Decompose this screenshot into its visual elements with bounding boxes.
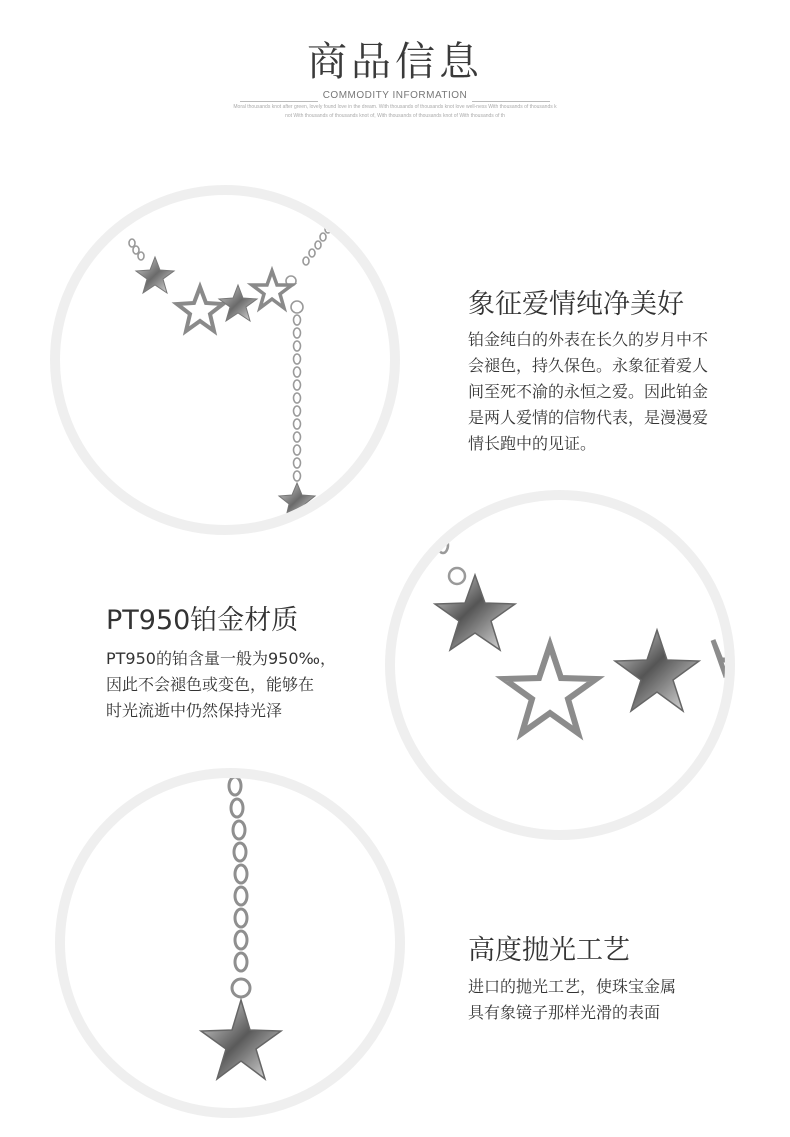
feature-desc-1	[468, 327, 758, 457]
fine-print-line-1: Moral thousands knot after green, lovely found love in the dream. With thousands of thousands knot love well-ness With thousands of thousands k	[233, 104, 557, 110]
feature-desc-line: 是两人爱情的信物代表，是漫漫爱	[468, 408, 709, 427]
star-closeup-illustration	[395, 500, 725, 830]
feature-title-1: 象征爱情纯净美好	[468, 289, 684, 320]
feature-desc-line: 进口的抛光工艺，使珠宝金属	[468, 977, 677, 996]
feature-desc-line: 具有象镜子那样光滑的表面	[468, 1003, 661, 1022]
feature-desc-line: 间至死不渝的永恒之爱。因此铂金	[468, 382, 709, 401]
feature-desc-2	[106, 646, 396, 724]
feature-title-3: 高度抛光工艺	[468, 935, 630, 966]
product-image-pendant	[55, 768, 405, 1118]
divider-right	[472, 101, 550, 102]
fine-print-line-2: not With thousands of thousands knot of, With thousands of thousands knot of With thousands of th	[285, 113, 505, 119]
divider-left	[240, 101, 318, 102]
pendant-illustration	[65, 778, 395, 1108]
necklace-illustration	[60, 195, 390, 525]
section-title: 商品信息	[307, 39, 483, 85]
feature-desc-line: 铂金纯白的外表在长久的岁月中不	[468, 330, 709, 349]
feature-desc-line: 因此不会褪色或变色，能够在	[106, 675, 315, 694]
feature-desc-line: 情长跑中的见证。	[468, 434, 597, 453]
product-image-necklace	[50, 185, 400, 535]
feature-desc-line: 时光流逝中仍然保持光泽	[106, 701, 283, 720]
feature-desc-line: PT950的铂含量一般为950‰，	[106, 649, 336, 668]
feature-desc-3	[468, 974, 758, 1026]
product-image-star-closeup	[385, 490, 735, 840]
feature-desc-line: 会褪色，持久保色。永象征着爱人	[468, 356, 709, 375]
section-subtitle: COMMODITY INFORMATION	[322, 90, 468, 101]
feature-title-2: PT950铂金材质	[106, 605, 299, 636]
